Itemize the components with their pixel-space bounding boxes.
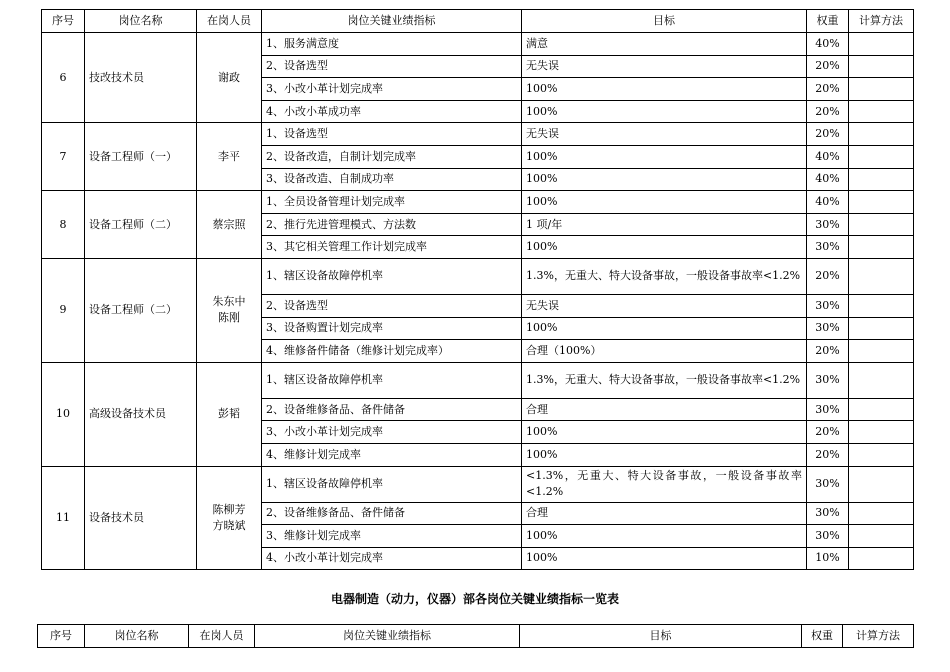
staff-cell: 李平 bbox=[197, 123, 262, 191]
table-row bbox=[42, 362, 914, 398]
header-cell: 权重 bbox=[802, 625, 843, 648]
kpi-cell: 2、设备选型 bbox=[262, 294, 522, 317]
weight-cell: 20% bbox=[807, 258, 849, 294]
kpi-cell: 1、辖区设备故障停机率 bbox=[262, 466, 522, 502]
kpi-cell: 3、维修计划完成率 bbox=[262, 525, 522, 548]
method-cell bbox=[849, 294, 914, 317]
table-header-row bbox=[38, 625, 914, 648]
kpi-cell: 1、设备选型 bbox=[262, 123, 522, 146]
position-name-cell: 设备技术员 bbox=[85, 466, 197, 570]
staff-cell: 朱东中陈刚 bbox=[197, 258, 262, 362]
method-cell bbox=[849, 317, 914, 340]
position-name-cell: 设备工程师（一） bbox=[85, 123, 197, 191]
row-number-cell: 6 bbox=[42, 33, 85, 123]
target-cell: 100% bbox=[522, 443, 807, 466]
target-cell: 合理 bbox=[522, 398, 807, 421]
header-cell: 在岗人员 bbox=[189, 625, 255, 648]
target-cell: 1.3%，无重大、特大设备事故，一般设备事故率<1.2% bbox=[522, 258, 807, 294]
row-number-cell: 9 bbox=[42, 258, 85, 362]
weight-cell: 30% bbox=[807, 213, 849, 236]
method-cell bbox=[849, 258, 914, 294]
method-cell bbox=[849, 78, 914, 101]
weight-cell: 20% bbox=[807, 123, 849, 146]
header-cell: 计算方法 bbox=[849, 10, 914, 33]
target-cell: 合理 bbox=[522, 502, 807, 525]
table-row bbox=[42, 191, 914, 214]
header-cell: 岗位名称 bbox=[85, 10, 197, 33]
kpi-cell: 4、小改小革成功率 bbox=[262, 100, 522, 123]
target-cell: 100% bbox=[522, 236, 807, 259]
method-cell bbox=[849, 362, 914, 398]
method-cell bbox=[849, 168, 914, 191]
kpi-cell: 3、小改小革计划完成率 bbox=[262, 78, 522, 101]
target-cell: 1 项/年 bbox=[522, 213, 807, 236]
target-cell: 100% bbox=[522, 168, 807, 191]
method-cell bbox=[849, 340, 914, 363]
weight-cell: 20% bbox=[807, 78, 849, 101]
kpi-cell: 4、小改小革计划完成率 bbox=[262, 547, 522, 570]
row-number-cell: 11 bbox=[42, 466, 85, 570]
method-cell bbox=[849, 55, 914, 78]
target-cell: 100% bbox=[522, 100, 807, 123]
weight-cell: 20% bbox=[807, 100, 849, 123]
weight-cell: 40% bbox=[807, 33, 849, 56]
kpi-cell: 1、服务满意度 bbox=[262, 33, 522, 56]
kpi-cell: 3、小改小革计划完成率 bbox=[262, 421, 522, 444]
weight-cell: 30% bbox=[807, 502, 849, 525]
target-cell: 无失误 bbox=[522, 123, 807, 146]
target-cell: 无失误 bbox=[522, 55, 807, 78]
kpi-cell: 2、设备维修备品、备件储备 bbox=[262, 398, 522, 421]
kpi-cell: 3、其它相关管理工作计划完成率 bbox=[262, 236, 522, 259]
method-cell bbox=[849, 213, 914, 236]
method-cell bbox=[849, 466, 914, 502]
kpi-table-body bbox=[42, 33, 914, 570]
staff-cell: 彭韬 bbox=[197, 362, 262, 466]
method-cell bbox=[849, 525, 914, 548]
row-number-cell: 8 bbox=[42, 191, 85, 259]
method-cell bbox=[849, 398, 914, 421]
method-cell bbox=[849, 145, 914, 168]
method-cell bbox=[849, 33, 914, 56]
header-cell: 序号 bbox=[42, 10, 85, 33]
table-header-row bbox=[42, 10, 914, 33]
staff-cell: 谢政 bbox=[197, 33, 262, 123]
target-cell: 100% bbox=[522, 191, 807, 214]
weight-cell: 20% bbox=[807, 55, 849, 78]
header-cell: 岗位关键业绩指标 bbox=[262, 10, 522, 33]
weight-cell: 30% bbox=[807, 236, 849, 259]
weight-cell: 30% bbox=[807, 362, 849, 398]
row-number-cell: 7 bbox=[42, 123, 85, 191]
target-cell: 满意 bbox=[522, 33, 807, 56]
weight-cell: 30% bbox=[807, 466, 849, 502]
kpi-cell: 4、维修备件储备（维修计划完成率） bbox=[262, 340, 522, 363]
method-cell bbox=[849, 421, 914, 444]
position-name-cell: 技改技术员 bbox=[85, 33, 197, 123]
method-cell bbox=[849, 236, 914, 259]
header-cell: 目标 bbox=[522, 10, 807, 33]
method-cell bbox=[849, 100, 914, 123]
kpi-cell: 2、设备维修备品、备件储备 bbox=[262, 502, 522, 525]
staff-cell: 陈柳芳方晓斌 bbox=[197, 466, 262, 570]
kpi-cell: 1、全员设备管理计划完成率 bbox=[262, 191, 522, 214]
weight-cell: 40% bbox=[807, 168, 849, 191]
table-row bbox=[42, 33, 914, 56]
method-cell bbox=[849, 191, 914, 214]
table-row bbox=[42, 258, 914, 294]
method-cell bbox=[849, 443, 914, 466]
target-cell: 无失误 bbox=[522, 294, 807, 317]
table-row bbox=[42, 123, 914, 146]
target-cell: 100% bbox=[522, 547, 807, 570]
target-cell: 100% bbox=[522, 145, 807, 168]
row-number-cell: 10 bbox=[42, 362, 85, 466]
position-name-cell: 高级设备技术员 bbox=[85, 362, 197, 466]
method-cell bbox=[849, 123, 914, 146]
target-cell: 100% bbox=[522, 317, 807, 340]
weight-cell: 10% bbox=[807, 547, 849, 570]
staff-cell: 蔡宗照 bbox=[197, 191, 262, 259]
weight-cell: 20% bbox=[807, 443, 849, 466]
header-cell: 目标 bbox=[520, 625, 802, 648]
second-table bbox=[37, 624, 914, 648]
kpi-cell: 1、辖区设备故障停机率 bbox=[262, 362, 522, 398]
kpi-cell: 2、设备改造，自制计划完成率 bbox=[262, 145, 522, 168]
target-cell: 100% bbox=[522, 78, 807, 101]
position-name-cell: 设备工程师（二） bbox=[85, 191, 197, 259]
kpi-cell: 3、设备改造、自制成功率 bbox=[262, 168, 522, 191]
kpi-cell: 3、设备购置计划完成率 bbox=[262, 317, 522, 340]
position-name-cell: 设备工程师（二） bbox=[85, 258, 197, 362]
kpi-cell: 2、设备选型 bbox=[262, 55, 522, 78]
kpi-cell: 4、维修计划完成率 bbox=[262, 443, 522, 466]
header-cell: 岗位名称 bbox=[85, 625, 189, 648]
weight-cell: 40% bbox=[807, 145, 849, 168]
target-cell: 合理（100%） bbox=[522, 340, 807, 363]
weight-cell: 30% bbox=[807, 525, 849, 548]
method-cell bbox=[849, 547, 914, 570]
kpi-cell: 1、辖区设备故障停机率 bbox=[262, 258, 522, 294]
target-cell: 100% bbox=[522, 525, 807, 548]
method-cell bbox=[849, 502, 914, 525]
kpi-cell: 2、推行先进管理模式、方法数 bbox=[262, 213, 522, 236]
weight-cell: 30% bbox=[807, 294, 849, 317]
target-cell: 1.3%，无重大、特大设备事故，一般设备事故率<1.2% bbox=[522, 362, 807, 398]
header-cell: 序号 bbox=[38, 625, 85, 648]
weight-cell: 20% bbox=[807, 340, 849, 363]
header-cell: 权重 bbox=[807, 10, 849, 33]
target-cell: <1.3%，无重大、特大设备事故，一般设备事故率<1.2% bbox=[522, 466, 807, 502]
header-cell: 在岗人员 bbox=[197, 10, 262, 33]
table-row bbox=[42, 466, 914, 502]
target-cell: 100% bbox=[522, 421, 807, 444]
weight-cell: 40% bbox=[807, 191, 849, 214]
weight-cell: 30% bbox=[807, 317, 849, 340]
weight-cell: 20% bbox=[807, 421, 849, 444]
kpi-table bbox=[41, 9, 914, 570]
section-title: 电器制造（动力，仪器）部各岗位关键业绩指标一览表 bbox=[330, 592, 619, 606]
header-cell: 计算方法 bbox=[843, 625, 914, 648]
weight-cell: 30% bbox=[807, 398, 849, 421]
header-cell: 岗位关键业绩指标 bbox=[255, 625, 520, 648]
